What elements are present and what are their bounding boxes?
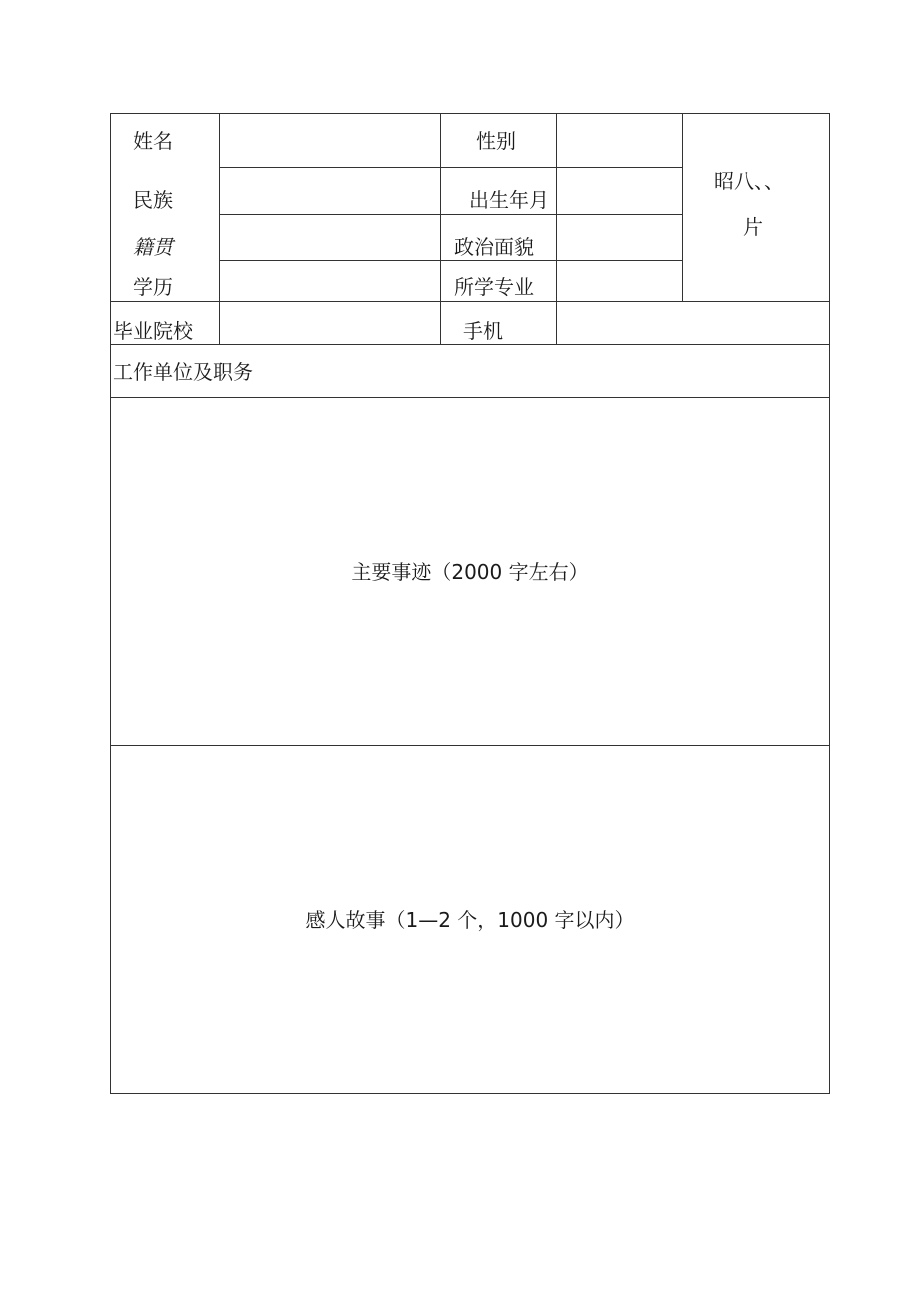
native-place-input[interactable] <box>221 216 439 259</box>
school-input[interactable] <box>221 303 439 343</box>
gender-label: 性别 <box>476 129 516 153</box>
education-input[interactable] <box>221 262 439 300</box>
name-input[interactable] <box>221 115 439 166</box>
row-divider <box>111 745 829 746</box>
touching-story-label: 感人故事（1—2 个，1000 字以内） <box>305 908 635 932</box>
column-divider <box>682 114 683 302</box>
work-unit-label: 工作单位及职务 <box>113 360 253 384</box>
major-label: 所学专业 <box>454 275 534 299</box>
political-status-label: 政治面貌 <box>454 235 534 259</box>
name-label: 姓名 <box>133 129 173 153</box>
political-status-input[interactable] <box>558 216 681 259</box>
application-form <box>110 113 830 1094</box>
major-input[interactable] <box>558 262 681 300</box>
column-divider <box>440 114 441 345</box>
birth-date-label: 出生年月 <box>469 188 549 212</box>
photo-label-line1: 昭八、、 <box>714 169 784 193</box>
row-divider <box>220 214 683 215</box>
photo-label-line2: 片 <box>743 215 763 239</box>
row-divider <box>111 397 829 398</box>
row-divider <box>220 167 683 168</box>
photo-cell[interactable] <box>684 115 828 300</box>
school-label: 毕业院校 <box>113 319 193 343</box>
column-divider <box>556 114 557 345</box>
ethnicity-label: 民族 <box>133 188 173 212</box>
main-deeds-label: 主要事迹（2000 字左右） <box>351 560 589 584</box>
birth-date-input[interactable] <box>558 169 681 213</box>
gender-input[interactable] <box>558 115 681 166</box>
phone-label: 手机 <box>463 319 503 343</box>
column-divider <box>219 114 220 345</box>
phone-input[interactable] <box>558 303 828 343</box>
education-label: 学历 <box>133 275 173 299</box>
row-divider <box>220 260 683 261</box>
ethnicity-input[interactable] <box>221 169 439 213</box>
native-place-label: 籍贯 <box>133 235 173 259</box>
